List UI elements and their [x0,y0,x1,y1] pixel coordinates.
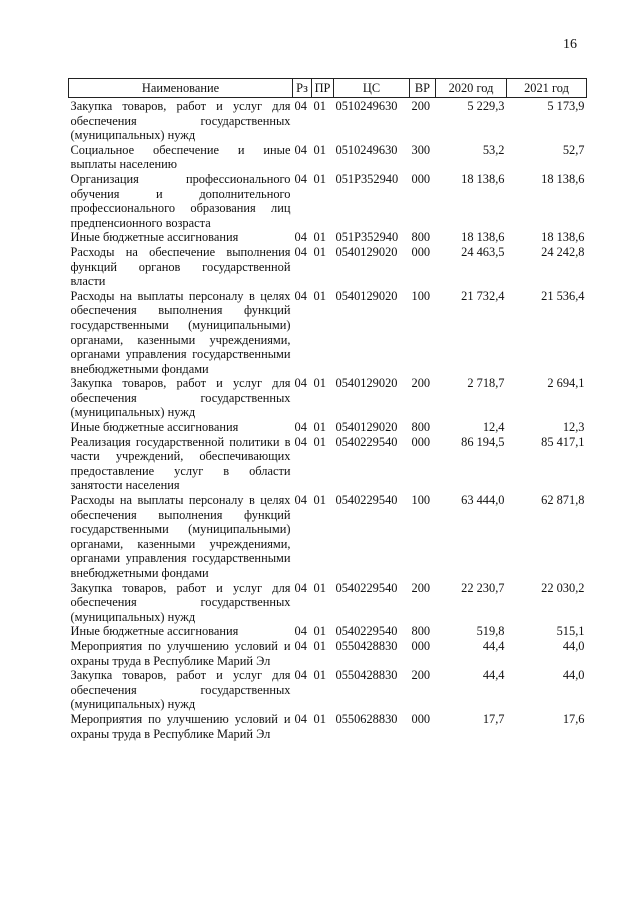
budget-table [68,78,587,741]
table-row [69,172,587,230]
cell-name: Мероприятия по улучшению условий и охраны труда в Республике Марий Эл [70,711,291,741]
cell-cs: 0510249630 [335,99,398,113]
cell-2020: 18 138,6 [461,230,505,245]
table-row [69,668,587,712]
cell-2021: 44,0 [562,638,585,653]
column-header-pr: ПР [312,79,334,98]
cell-name: Закупка товаров, работ и услуг для обеспечения государственных (муниципальных) нужд [70,99,291,143]
column-header-name: Наименование [69,79,293,98]
cell-name: Иные бюджетные ассигнования [70,230,239,245]
cell-pr: 01 [313,171,326,186]
cell-2021: 18 138,6 [541,171,585,186]
cell-name: Организация профессионального обучения и дополнительного профессионального образования лиц предпенсионного возраста [70,171,291,230]
column-header-rz: Рз [293,79,312,98]
cell-name: Иные бюджетные ассигнования [70,624,239,639]
cell-vr: 800 [411,230,431,245]
cell-pr: 01 [313,638,326,653]
cell-rz: 04 [294,288,307,303]
cell-2020: 519,8 [476,624,505,639]
cell-2020: 63 444,0 [461,493,505,508]
cell-rz: 04 [294,376,307,391]
cell-vr: 200 [411,668,431,683]
cell-2020: 2 718,7 [467,376,505,391]
cell-cs: 051P352940 [335,230,399,245]
cell-2020: 17,7 [482,711,505,726]
cell-cs: 051P352940 [335,171,399,186]
cell-2021: 85 417,1 [541,434,585,449]
cell-vr: 000 [411,171,431,186]
table-row [69,289,587,377]
table-row [69,712,587,741]
cell-2021: 17,6 [562,711,585,726]
cell-cs: 0540129020 [335,376,398,391]
cell-name: Расходы на обеспечение выполнения функций органов государственной власти [70,244,291,289]
cell-cs: 0540229540 [335,624,398,639]
cell-rz: 04 [294,668,307,683]
cell-rz: 04 [294,624,307,639]
cell-2021: 62 871,8 [541,493,585,508]
cell-2020: 21 732,4 [461,288,505,303]
cell-pr: 01 [313,580,326,595]
cell-vr: 000 [411,638,431,653]
cell-rz: 04 [294,493,307,508]
cell-vr: 000 [411,711,431,726]
cell-2020: 24 463,5 [461,244,505,259]
cell-2021: 515,1 [556,624,585,639]
cell-2020: 5 229,3 [467,99,505,113]
table-body [69,98,587,742]
cell-2021: 24 242,8 [541,244,585,259]
table-row [69,376,587,420]
cell-2020: 53,2 [482,142,505,157]
cell-2020: 44,4 [482,668,505,683]
cell-name: Мероприятия по улучшению условий и охраны труда в Республике Марий Эл [70,638,291,668]
cell-rz: 04 [294,244,307,259]
cell-rz: 04 [294,434,307,449]
cell-vr: 100 [411,288,431,303]
cell-cs: 0550428830 [335,668,398,683]
table-row [69,230,587,245]
cell-2021: 5 173,9 [547,99,585,113]
cell-name: Реализация государственной политики в части учреждений, обеспечивающих предоставление услуг в области занятости населения [70,434,291,493]
column-header-2021: 2021 год [507,79,587,98]
cell-pr: 01 [313,230,326,245]
cell-pr: 01 [313,142,326,157]
cell-2021: 18 138,6 [541,230,585,245]
cell-2020: 12,4 [482,420,505,435]
cell-2020: 22 230,7 [461,580,505,595]
cell-2021: 44,0 [562,668,585,683]
cell-pr: 01 [313,493,326,508]
cell-cs: 0540129020 [335,420,398,435]
table-row [69,639,587,668]
cell-cs: 0540129020 [335,244,398,259]
cell-name: Иные бюджетные ассигнования [70,420,239,435]
cell-pr: 01 [313,99,326,113]
table-header-row [69,79,587,98]
table-row [69,245,587,289]
cell-2021: 2 694,1 [547,376,585,391]
cell-name: Расходы на выплаты персоналу в целях обеспечения выполнения функций государственными (муниципальными) органами, казенными учреждениями, органами управления государственными внебюджетными фондами [70,288,291,376]
cell-pr: 01 [313,624,326,639]
cell-pr: 01 [313,711,326,726]
cell-vr: 200 [411,580,431,595]
cell-cs: 0540229540 [335,434,398,449]
cell-name: Социальное обеспечение и иные выплаты населению [70,142,291,172]
cell-2021: 52,7 [562,142,585,157]
cell-2021: 21 536,4 [541,288,585,303]
cell-2020: 18 138,6 [461,171,505,186]
cell-vr: 200 [411,376,431,391]
page-number: 16 [563,37,577,52]
cell-name: Закупка товаров, работ и услуг для обеспечения государственных (муниципальных) нужд [70,668,291,712]
column-header-cs: ЦС [334,79,410,98]
table-row [69,143,587,172]
cell-2021: 22 030,2 [541,580,585,595]
cell-vr: 200 [411,99,431,113]
cell-cs: 0540129020 [335,288,398,303]
cell-rz: 04 [294,580,307,595]
cell-name: Закупка товаров, работ и услуг для обеспечения государственных (муниципальных) нужд [70,580,291,624]
column-header-2020: 2020 год [436,79,507,98]
cell-rz: 04 [294,99,307,113]
cell-rz: 04 [294,638,307,653]
table-row [69,98,587,143]
cell-pr: 01 [313,434,326,449]
cell-rz: 04 [294,230,307,245]
cell-2021: 12,3 [562,420,585,435]
table-row [69,493,587,581]
cell-cs: 0540229540 [335,580,398,595]
cell-name: Закупка товаров, работ и услуг для обеспечения государственных (муниципальных) нужд [70,376,291,420]
cell-pr: 01 [313,668,326,683]
cell-2020: 86 194,5 [461,434,505,449]
cell-cs: 0510249630 [335,142,398,157]
cell-2020: 44,4 [482,638,505,653]
cell-rz: 04 [294,171,307,186]
table-row [69,420,587,435]
cell-pr: 01 [313,288,326,303]
column-header-vr: ВР [410,79,436,98]
cell-rz: 04 [294,420,307,435]
cell-vr: 100 [411,493,431,508]
cell-name: Расходы на выплаты персоналу в целях обеспечения выполнения функций государственными (муниципальными) органами, казенными учреждениями, органами управления государственными внебюджетными фондами [70,493,291,580]
cell-rz: 04 [294,711,307,726]
table-row [69,624,587,639]
cell-pr: 01 [313,376,326,391]
cell-rz: 04 [294,142,307,157]
cell-vr: 800 [411,420,431,435]
cell-vr: 000 [411,244,431,259]
cell-vr: 300 [411,142,431,157]
cell-pr: 01 [313,420,326,435]
table-row [69,581,587,625]
cell-vr: 000 [411,434,431,449]
cell-cs: 0550428830 [335,638,398,653]
table-row [69,435,587,493]
cell-vr: 800 [411,624,431,639]
cell-cs: 0540229540 [335,493,398,508]
cell-pr: 01 [313,244,326,259]
cell-cs: 0550628830 [335,711,398,726]
